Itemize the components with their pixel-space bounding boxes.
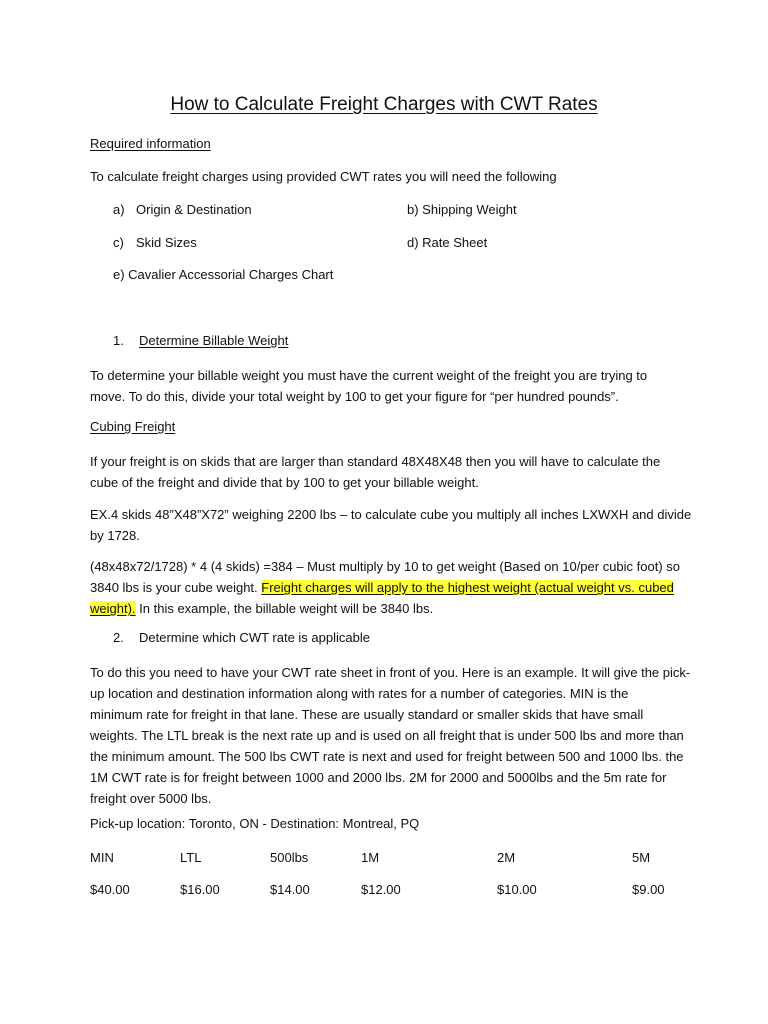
rate-value-2m: $10.00: [497, 882, 537, 897]
item-a-label: a): [113, 202, 125, 217]
step2-number: 2.: [113, 630, 124, 645]
step2-heading: [113, 630, 370, 645]
highlighted-text: Freight charges will apply to the highest weight (actual weight vs. cubed: [261, 580, 674, 595]
step1-paragraph-3: [90, 504, 690, 546]
step1-paragraph-2: [90, 451, 690, 493]
item-d-text: d) Rate Sheet: [407, 235, 488, 250]
text-line: To determine your billable weight you must have the current weight of the freight you are trying to: [90, 368, 648, 383]
required-info-intro: To calculate freight charges using provided CWT rates you will need the following: [90, 169, 557, 184]
highlighted-text: weight).: [90, 601, 136, 616]
step1-paragraph-4: [90, 556, 690, 619]
text-line: freight over 5000 lbs.: [90, 791, 212, 806]
rate-value-ltl: $16.00: [180, 882, 220, 897]
step1-number: 1.: [113, 333, 124, 348]
text-line: 1M CWT rate is for freight between 1000 and 2000 lbs. 2M for 2000 and 5000lbs and the 5m rate for: [90, 770, 667, 785]
rate-header-5m: 5M: [632, 850, 651, 865]
step2-title: Determine which CWT rate is applicable: [139, 630, 370, 645]
text-line: If your freight is on skids that are larger than standard 48X48X48 then you will have to calculate the: [90, 454, 661, 469]
required-info-heading: Required information: [90, 136, 211, 151]
rate-value-500lbs: $14.00: [270, 882, 310, 897]
text-line: move. To do this, divide your total weight by 100 to get your figure for “per hundred pounds”.: [90, 389, 619, 404]
rate-header-2m: 2M: [497, 850, 516, 865]
text-line: [90, 577, 690, 598]
rate-header-500lbs: 500lbs: [270, 850, 309, 865]
step2-paragraph-1: [90, 662, 690, 809]
rate-header-ltl: LTL: [180, 850, 202, 865]
item-a-text: Origin & Destination: [136, 202, 252, 217]
page-title: How to Calculate Freight Charges with CWT Rates: [170, 94, 598, 115]
step1-paragraph-1: [90, 365, 690, 407]
text-line: To do this you need to have your CWT rate sheet in front of you. Here is an example. It will give the pick-: [90, 665, 691, 680]
rate-value-min: $40.00: [90, 882, 130, 897]
text-line: EX.4 skids 48”X48”X72” weighing 2200 lbs – to calculate cube you multiply all inches LXWXH and divide: [90, 507, 692, 522]
text-line: cube of the freight and divide that by 100 to get your billable weight.: [90, 475, 479, 490]
step1-title: Determine Billable Weight: [139, 333, 289, 348]
text-line: the minimum amount. The 500 lbs CWT rate is next and used for freight between 500 and 1000 lbs. the: [90, 749, 684, 764]
text-segment: In this example, the billable weight will be 3840 lbs.: [135, 601, 434, 616]
item-c-label: c): [113, 235, 124, 250]
cubing-freight-heading: Cubing Freight: [90, 419, 176, 434]
step1-heading: [113, 333, 288, 348]
text-line: minimum rate for freight in that lane. These are usually standard or smaller skids that have small: [90, 707, 644, 722]
text-segment: 3840 lbs is your cube weight.: [90, 580, 262, 595]
text-line: (48x48x72/1728) * 4 (4 skids) =384 – Must multiply by 10 to get weight (Based on 10/per cubic foot) so: [90, 559, 681, 574]
lane-info: Pick-up location: Toronto, ON - Destination: Montreal, PQ: [90, 816, 420, 831]
text-line: [90, 598, 690, 619]
rate-header-min: MIN: [90, 850, 114, 865]
rate-header-1m: 1M: [361, 850, 380, 865]
item-b-text: b) Shipping Weight: [407, 202, 517, 217]
rate-value-1m: $12.00: [361, 882, 401, 897]
text-line: up location and destination information along with rates for a number of categories. MIN is the: [90, 686, 629, 701]
item-c-text: Skid Sizes: [136, 235, 197, 250]
text-line: weights. The LTL break is the next rate up and is used on all freight that is under 500 lbs and more than: [90, 728, 684, 743]
text-line: by 1728.: [90, 528, 140, 543]
item-e-text: e) Cavalier Accessorial Charges Chart: [113, 267, 334, 282]
rate-value-5m: $9.00: [632, 882, 665, 897]
